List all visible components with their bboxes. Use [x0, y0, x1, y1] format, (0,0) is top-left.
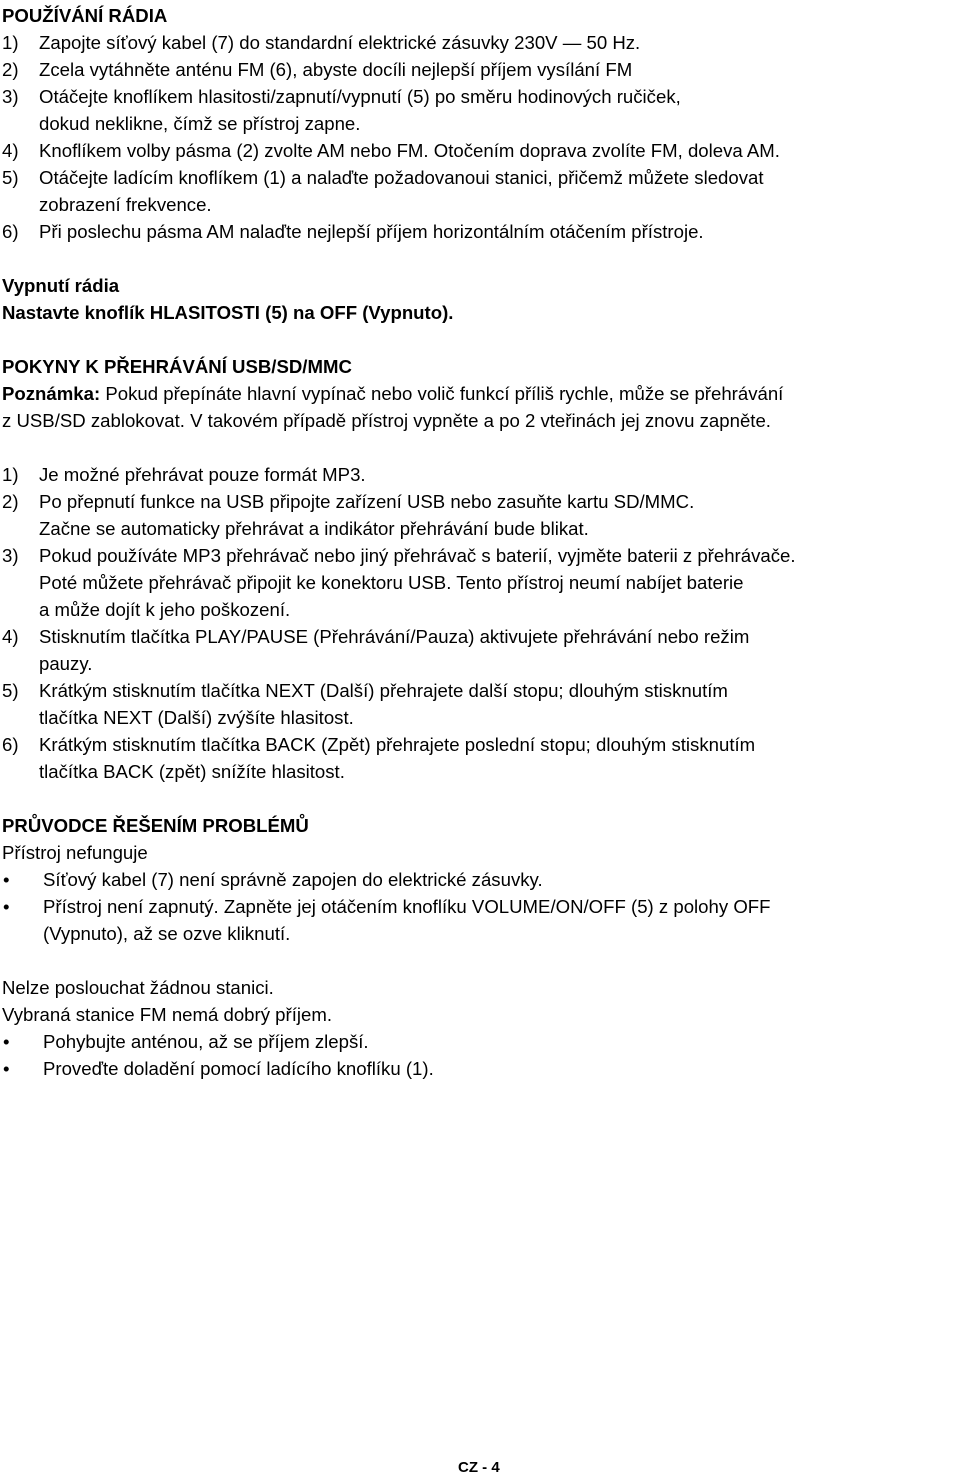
usb-note-label: Poznámka: [2, 383, 101, 404]
step-text: tlačítka BACK (zpět) snížíte hlasitost. [39, 761, 345, 782]
step-number: 4) [2, 626, 19, 647]
bullet-item [2, 866, 954, 893]
radio-step-3 [2, 83, 954, 110]
usb-step [2, 461, 954, 488]
bullet-icon: • [3, 869, 10, 890]
trouble-p2-title: Nelze poslouchat žádnou stanici. [2, 977, 274, 998]
radio-off-text: Nastavte knoflík HLASITOSTI (5) na OFF (Vypnuto). [2, 302, 454, 323]
bullet-text: Pohybujte anténou, až se příjem zlepší. [43, 1031, 369, 1052]
step-text: Po přepnutí funkce na USB připojte zařízení USB nebo zasuňte kartu SD/MMC. [39, 491, 695, 512]
usb-note-text: Pokud přepínáte hlavní vypínač nebo volič funkcí příliš rychle, může se přehrávání [100, 383, 784, 404]
step-text: Zcela vytáhněte anténu FM (6), abyste docíli nejlepší příjem vysílání FM [39, 59, 633, 80]
step-text: Knoflíkem volby pásma (2) zvolte AM nebo FM. Otočením doprava zvolíte FM, doleva AM. [39, 140, 780, 161]
trouble-p3-bullets [2, 1028, 954, 1082]
step-text: Krátkým stisknutím tlačítka NEXT (Další) přehrajete další stopu; dlouhým stisknutím [39, 680, 728, 701]
bullet-text: Proveďte doladění pomocí ladícího knoflíku (1). [43, 1058, 434, 1079]
spacer [2, 434, 954, 461]
step-number: 3) [2, 86, 19, 107]
step-text: Stisknutím tlačítka PLAY/PAUSE (Přehrávání/Pauza) aktivujete přehrávání nebo režim [39, 626, 750, 647]
bullet-icon: • [3, 896, 10, 917]
radio-step-5 [2, 164, 954, 191]
step-text: dokud neklikne, čímž se přístroj zapne. [39, 113, 361, 134]
step-number: 1) [2, 464, 19, 485]
usb-step [2, 488, 954, 515]
step-number: 1) [2, 32, 19, 53]
spacer [2, 245, 954, 272]
step-text: Začne se automaticky přehrávat a indikátor přehrávání bude blikat. [39, 518, 589, 539]
step-number: 4) [2, 140, 19, 161]
step-number: 3) [2, 545, 19, 566]
step-number: 2) [2, 491, 19, 512]
usb-step-cont [2, 569, 954, 596]
bullet-item [2, 1028, 954, 1055]
usb-step-cont [2, 596, 954, 623]
step-text: Poté můžete přehrávač připojit ke konektoru USB. Tento přístroj neumí nabíjet baterie [39, 572, 744, 593]
usb-step [2, 731, 954, 758]
bullet-text: Síťový kabel (7) není správně zapojen do elektrické zásuvky. [43, 869, 543, 890]
trouble-p3-title: Vybraná stanice FM nemá dobrý příjem. [2, 1004, 333, 1025]
radio-heading: POUŽÍVÁNÍ RÁDIA [2, 5, 168, 26]
usb-note-line2: z USB/SD zablokovat. V takovém případě přístroj vypněte a po 2 vteřinách jej znovu zapněte. [2, 410, 771, 431]
page-number: CZ - 4 [458, 1459, 500, 1476]
radio-step-4 [2, 137, 954, 164]
trouble-p1-bullets [2, 866, 954, 947]
radio-step-5-cont [2, 191, 954, 218]
usb-steps-list [2, 461, 954, 785]
radio-step-2 [2, 56, 954, 83]
radio-off-heading: Vypnutí rádia [2, 275, 120, 296]
usb-step [2, 623, 954, 650]
trouble-p1-title: Přístroj nefunguje [2, 842, 148, 863]
step-number: 5) [2, 167, 19, 188]
document-page [2, 2, 954, 1082]
usb-step-cont [2, 650, 954, 677]
step-number: 6) [2, 221, 19, 242]
step-text: Při poslechu pásma AM nalaďte nejlepší příjem horizontálním otáčením přístroje. [39, 221, 704, 242]
bullet-text: (Vypnuto), až se ozve kliknutí. [43, 923, 291, 944]
bullet-text: Přístroj není zapnutý. Zapněte jej otáčením knoflíku VOLUME/ON/OFF (5) z polohy OFF [43, 896, 771, 917]
step-number: 6) [2, 734, 19, 755]
step-text: Krátkým stisknutím tlačítka BACK (Zpět) přehrajete poslední stopu; dlouhým stisknutím [39, 734, 756, 755]
usb-note [2, 380, 954, 407]
step-number: 2) [2, 59, 19, 80]
usb-step [2, 542, 954, 569]
bullet-icon: • [3, 1031, 10, 1052]
step-text: a může dojít k jeho poškození. [39, 599, 291, 620]
spacer [2, 326, 954, 353]
usb-step-cont [2, 704, 954, 731]
radio-step-1 [2, 29, 954, 56]
spacer [2, 785, 954, 812]
bullet-item [2, 893, 954, 920]
trouble-heading: PRŮVODCE ŘEŠENÍM PROBLÉMŮ [2, 815, 309, 836]
bullet-item [2, 1055, 954, 1082]
usb-step [2, 677, 954, 704]
step-text: Je možné přehrávat pouze formát MP3. [39, 464, 366, 485]
step-text: pauzy. [39, 653, 93, 674]
radio-step-3-cont [2, 110, 954, 137]
bullet-item-cont [2, 920, 954, 947]
step-number: 5) [2, 680, 19, 701]
usb-step-cont [2, 515, 954, 542]
step-text: Otáčejte knoflíkem hlasitosti/zapnutí/vypnutí (5) po směru hodinových ručiček, [39, 86, 681, 107]
step-text: tlačítka NEXT (Další) zvýšíte hlasitost. [39, 707, 354, 728]
usb-heading: POKYNY K PŘEHRÁVÁNÍ USB/SD/MMC [2, 356, 352, 377]
usb-step-cont [2, 758, 954, 785]
step-text: Zapojte síťový kabel (7) do standardní elektrické zásuvky 230V — 50 Hz. [39, 32, 641, 53]
step-text: Otáčejte ladícím knoflíkem (1) a nalaďte požadovanoui stanici, přičemž můžete sledovat [39, 167, 764, 188]
spacer [2, 947, 954, 974]
step-text: Pokud používáte MP3 přehrávač nebo jiný přehrávač s baterií, vyjměte baterii z přehrávače. [39, 545, 796, 566]
step-text: zobrazení frekvence. [39, 194, 212, 215]
bullet-icon: • [3, 1058, 10, 1079]
radio-step-6 [2, 218, 954, 245]
